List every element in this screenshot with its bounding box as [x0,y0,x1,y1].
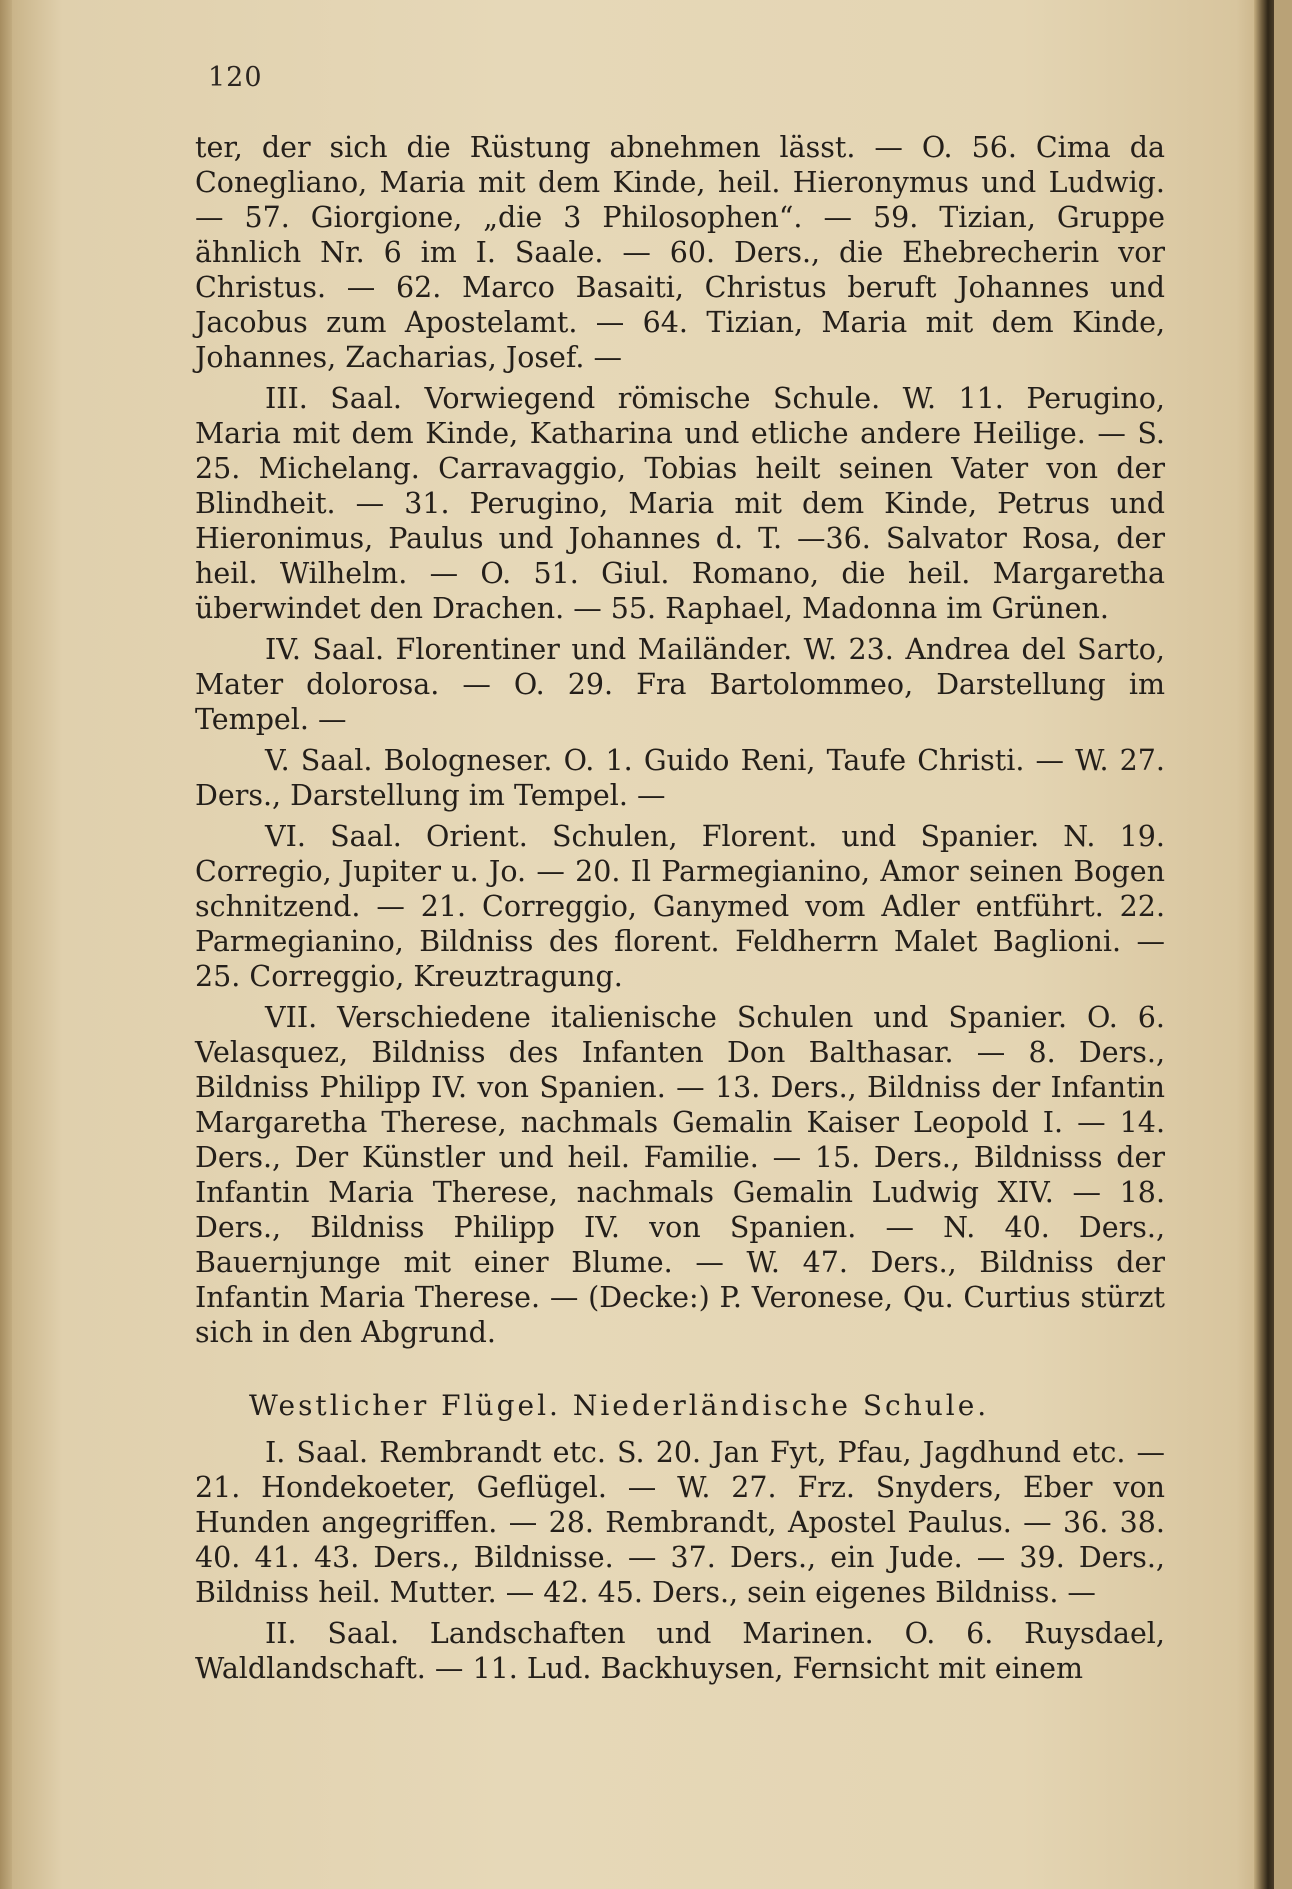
page-edge [1254,0,1274,1889]
paragraph-saal-3: III. Saal. Vorwiegend römische Schule. W. 11. Perugino, Maria mit dem Kinde, Katharina und etliche andere Heilige. — S. 25. Michelang. Carravaggio, Tobias heilt seinen Vater von der Blindheit. — 31. Perugino, Maria mit dem Kinde, Petrus und Hieronimus, Paulus und Johannes d. T. —36. Salvator Rosa, der heil. Wilhelm. — O. 51. Giul. Romano, die heil. Margaretha überwindet den Drachen. — 55. Raphael, Madonna im Grünen. [195,382,1165,625]
paragraph-west-saal-1: I. Saal. Rembrandt etc. S. 20. Jan Fyt, Pfau, Jagdhund etc. — 21. Hondekoeter, Geflügel. — W. 27. Frz. Snyders, Eber von Hunden angegriffen. — 28. Rembrandt, Apostel Paulus. — 36. 38. 40. 41. 43. Ders., Bildnisse. — 37. Ders., ein Jude. — 39. Ders., Bildniss heil. Mutter. — 42. 45. Ders., sein eigenes Bildniss. — [195,1436,1165,1609]
section-heading: Westlicher Flügel. Niederländische Schule. [249,1389,990,1422]
paragraph-west-saal-2: II. Saal. Landschaften und Marinen. O. 6. Ruysdael, Waldlandschaft. — 11. Lud. Backhuysen, Fernsicht mit einem [195,1617,1165,1685]
paragraph-saal-5: V. Saal. Bologneser. O. 1. Guido Reni, Taufe Christi. — W. 27. Ders., Darstellung im Tempel. — [195,744,1165,812]
paragraph-saal-4: IV. Saal. Florentiner und Mailänder. W. 23. Andrea del Sarto, Mater dolorosa. — O. 29. Fra Bartolommeo, Darstellung im Tempel. — [195,633,1165,736]
book-page [12,0,1274,1889]
page-number: 120 [208,62,263,93]
paragraph-continuation: ter, der sich die Rüstung abnehmen lässt. — O. 56. Cima da Conegliano, Maria mit dem Kinde, heil. Hieronymus und Ludwig. — 57. Giorgione, „die 3 Philosophen“. — 59. Tizian, Gruppe ähnlich Nr. 6 im I. Saale. — 60. Ders., die Ehebrecherin vor Christus. — 62. Marco Basaiti, Christus beruft Johannes und Jacobus zum Apostelamt. — 64. Tizian, Maria mit dem Kinde, Johannes, Zacharias, Josef. — [195,131,1165,374]
paragraph-saal-7: VII. Verschiedene italienische Schulen und Spanier. O. 6. Velasquez, Bildniss des Infanten Don Balthasar. — 8. Ders., Bildniss Philipp IV. von Spanien. — 13. Ders., Bildniss der Infantin Margaretha Therese, nachmals Gemalin Kaiser Leopold I. — 14. Ders., Der Künstler und heil. Familie. — 15. Ders., Bildnisss der Infantin Maria Therese, nachmals Gemalin Ludwig XIV. — 18. Ders., Bildniss Philipp IV. von Spanien. — N. 40. Ders., Bauernjunge mit einer Blume. — W. 47. Ders., Bildniss der Infantin Maria Therese. — (Decke:) P. Veronese, Qu. Curtius stürzt sich in den Abgrund. [195,1001,1165,1349]
page-text [195,130,1165,1686]
paragraph-saal-6: VI. Saal. Orient. Schulen, Florent. und Spanier. N. 19. Corregio, Jupiter u. Jo. — 20. Il Parmegianino, Amor seinen Bogen schnitzend. — 21. Correggio, Ganymed vom Adler entführt. 22. Parmegianino, Bildniss des florent. Feldherrn Malet Baglioni. — 25. Correggio, Kreuztragung. [195,820,1165,993]
